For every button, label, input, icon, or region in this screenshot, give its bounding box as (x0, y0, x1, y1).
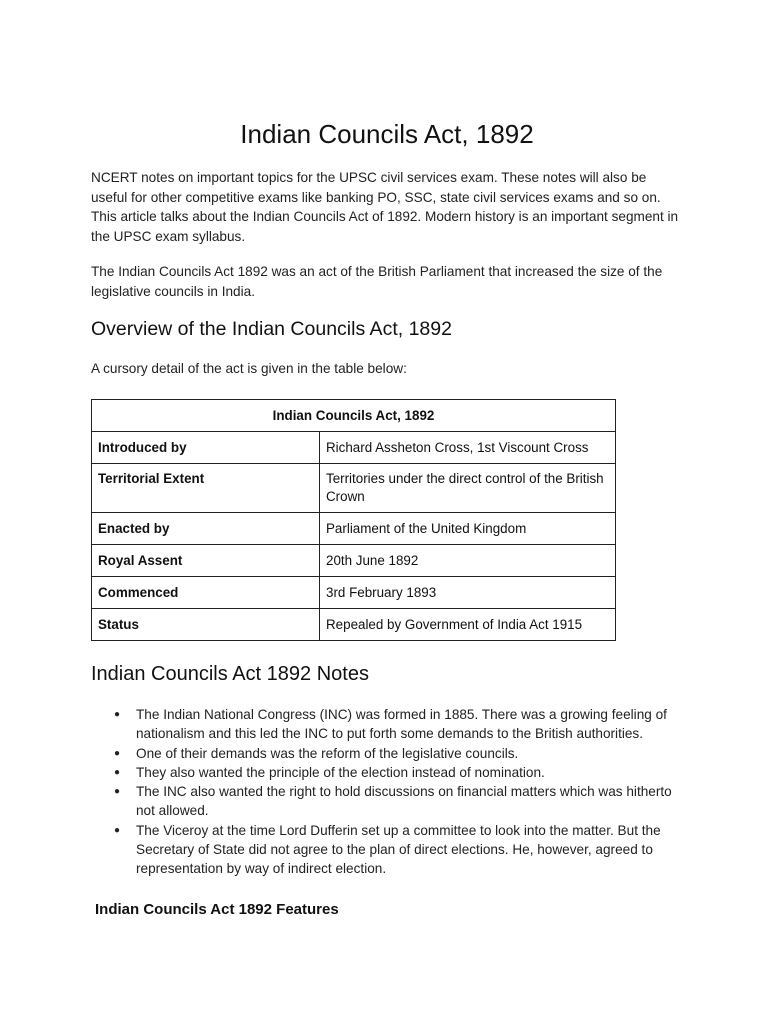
table-value: Repealed by Government of India Act 1915 (320, 609, 616, 641)
table-row (92, 609, 616, 641)
table-header-row (92, 400, 616, 432)
bullet-icon: ● (114, 747, 121, 759)
table-value: Territories under the direct control of the British Crown (320, 464, 616, 513)
bullet-icon: ● (114, 766, 121, 778)
bullet-icon: ● (114, 709, 121, 720)
notes-list (91, 705, 683, 879)
notes-heading: Indian Councils Act 1892 Notes (91, 663, 369, 685)
list-item-text: The INC also wanted the right to hold discussions on financial matters which was hitherto not allowed. (136, 784, 672, 819)
table-value: 3rd February 1893 (320, 577, 616, 609)
list-item (91, 782, 683, 821)
overview-heading: Overview of the Indian Councils Act, 1892 (91, 318, 452, 340)
list-item-text: They also wanted the principle of the election instead of nomination. (136, 764, 545, 780)
list-item (91, 821, 683, 879)
table-value: 20th June 1892 (320, 545, 616, 577)
bullet-icon: ● (114, 786, 121, 798)
table-row (92, 432, 616, 464)
table-header: Indian Councils Act, 1892 (92, 400, 616, 432)
overview-intro: A cursory detail of the act is given in the table below: (91, 361, 407, 376)
table-key: Status (92, 609, 320, 641)
page-title: Indian Councils Act, 1892 (240, 119, 534, 149)
table-key: Territorial Extent (92, 464, 320, 513)
list-item (91, 705, 683, 744)
table-key: Enacted by (92, 513, 320, 545)
table-value: Parliament of the United Kingdom (320, 513, 616, 545)
features-heading: Indian Councils Act 1892 Features (95, 901, 339, 918)
table-row (92, 577, 616, 609)
act-details-table (91, 399, 616, 641)
list-item-text: The Viceroy at the time Lord Dufferin set up a committee to look into the matter. But the Secretary of State did not agree to the plan of direct elections. He, however, agreed to representation by way of indirect election. (136, 822, 661, 877)
list-item (91, 763, 683, 782)
list-item (91, 744, 683, 763)
list-item-text: The Indian National Congress (INC) was formed in 1885. There was a growing feeling of nationalism and this led the INC to put forth some demands to the British authorities. (136, 707, 667, 742)
bullet-icon: ● (114, 824, 121, 836)
table-row (92, 513, 616, 545)
table-key: Introduced by (92, 432, 320, 464)
definition-paragraph: The Indian Councils Act 1892 was an act of the British Parliament that increased the size of the legislative councils in India. (91, 264, 663, 299)
table-row (92, 464, 616, 513)
table-row (92, 545, 616, 577)
table-value: Richard Assheton Cross, 1st Viscount Cross (320, 432, 616, 464)
list-item-text: One of their demands was the reform of the legislative councils. (136, 745, 519, 761)
table-key: Commenced (92, 577, 320, 609)
intro-paragraph: NCERT notes on important topics for the UPSC civil services exam. These notes will also be useful for other competitive exams like banking PO, SSC, state civil services exams and so on. This article talks about the Indian Councils Act of 1892. Modern history is an important segment in the UPSC exam syllabus. (91, 170, 679, 244)
table-key: Royal Assent (92, 545, 320, 577)
